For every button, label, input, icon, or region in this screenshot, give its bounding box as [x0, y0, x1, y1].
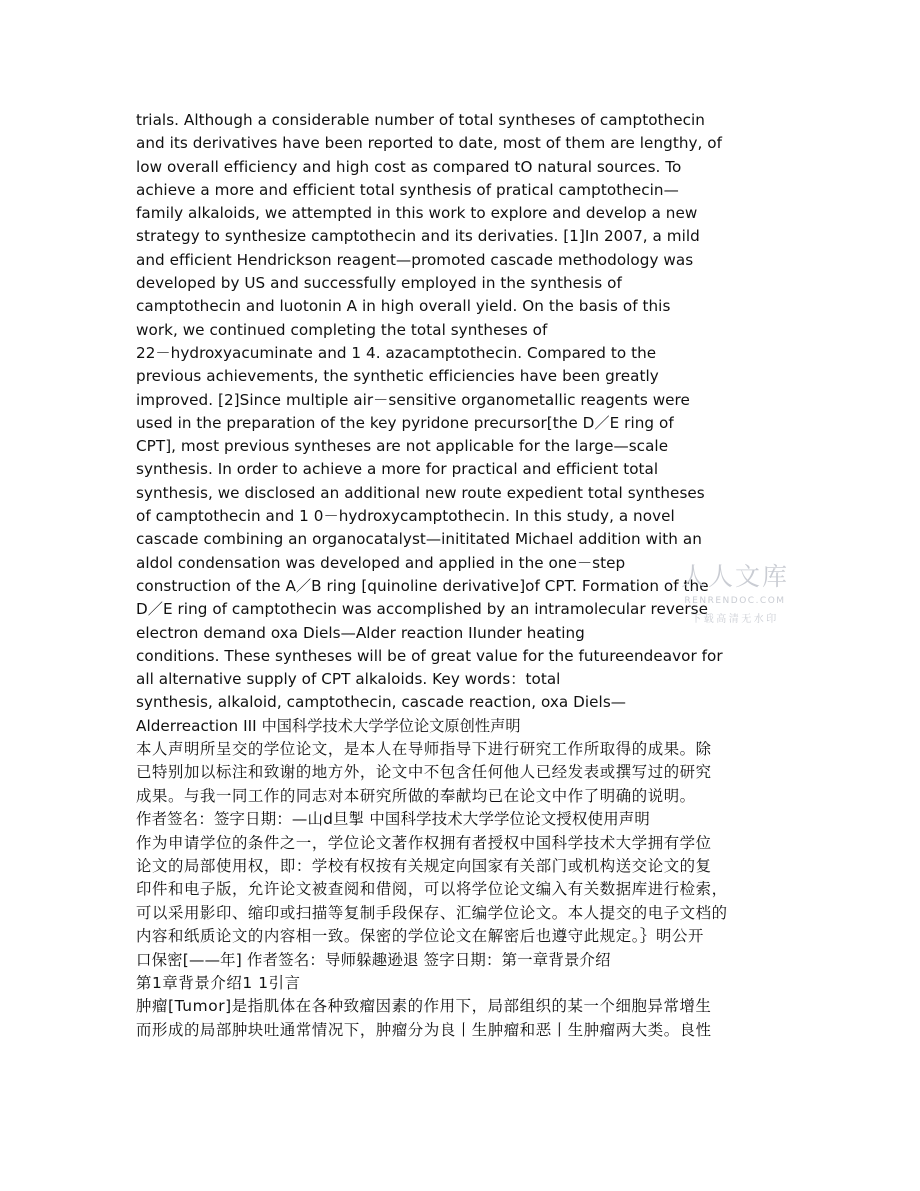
- chapter-heading: 第1章背景介绍1 1引言: [136, 973, 301, 992]
- text-line: all alternative supply of CPT alkaloids. Key words：total: [136, 670, 561, 689]
- text-line: of camptothecin and 1 0－hydroxycamptothecin. In this study, a novel: [136, 507, 675, 526]
- text-line: aldol condensation was developed and applied in the one－step: [136, 553, 626, 572]
- text-line: low overall efficiency and high cost as compared tO natural sources. To: [136, 157, 682, 176]
- signature-line: 作者签名：签字日期：—山d旦掣 中国科学技术大学学位论文授权使用声明: [136, 810, 650, 829]
- body-text: [136, 109, 796, 1042]
- text-line: synthesis. In order to achieve a more for practical and efficient total: [136, 460, 659, 479]
- text-line: 而形成的局部肿块吐通常情况下，肿瘤分为良丨生肿瘤和恶丨生肿瘤两大类。良性: [136, 1020, 712, 1039]
- section-heading: Alderreaction III 中国科学技术大学学位论文原创性声明: [136, 716, 521, 735]
- watermark-slogan: 下载高清无水印: [691, 614, 779, 625]
- signature-line: 口保密[——年] 作者签名：导师躲趣逊退 签字日期：第一章背景介绍: [136, 950, 611, 969]
- text-line: 22－hydroxyacuminate and 1 4. azacamptothecin. Compared to the: [136, 343, 657, 362]
- text-line: work, we continued completing the total syntheses of: [136, 320, 548, 339]
- text-line: previous achievements, the synthetic efficiencies have been greatly: [136, 367, 659, 386]
- text-line: used in the preparation of the key pyridone precursor[the D／E ring of: [136, 413, 674, 432]
- text-line: 可以采用影印、缩印或扫描等复制手段保存、汇编学位论文。本人提交的电子文档的: [136, 903, 728, 922]
- text-line: improved. [2]Since multiple air－sensitive organometallic reagents were: [136, 390, 690, 409]
- text-line: and efficient Hendrickson reagent—promoted cascade methodology was: [136, 250, 694, 269]
- text-line: 肿瘤[Tumor]是指肌体在各种致瘤因素的作用下，局部组织的某一个细胞异常增生: [136, 997, 712, 1016]
- text-line: achieve a more and efficient total synthesis of pratical camptothecin—: [136, 180, 679, 199]
- text-line: construction of the A／B ring [quinoline derivative]of CPT. Formation of the: [136, 576, 709, 595]
- text-line: trials. Although a considerable number of total syntheses of camptothecin: [136, 111, 705, 129]
- watermark-title: 人人文库: [680, 562, 789, 591]
- text-line: 作为申请学位的条件之一，学位论文著作权拥有者授权中国科学技术大学拥有学位: [136, 833, 712, 852]
- text-line: 论文的局部使用权，即：学校有权按有关规定向国家有关部门或机构送交论文的复: [136, 856, 712, 875]
- text-line: 印件和电子版，允许论文被查阅和借阅，可以将学位论文编入有关数据库进行检索，: [136, 880, 728, 899]
- text-line: synthesis, alkaloid, camptothecin, cascade reaction, oxa Diels—: [136, 693, 627, 712]
- text-line: synthesis, we disclosed an additional new route expedient total syntheses: [136, 483, 705, 502]
- text-line: strategy to synthesize camptothecin and its derivaties. [1]In 2007, a mild: [136, 227, 700, 246]
- text-line: family alkaloids, we attempted in this work to explore and develop a new: [136, 204, 698, 223]
- text-line: conditions. These syntheses will be of great value for the futureendeavor for: [136, 646, 723, 665]
- text-line: 本人声明所呈交的学位论文，是本人在导师指导下进行研究工作所取得的成果。除: [136, 740, 712, 759]
- text-line: and its derivatives have been reported to date, most of them are lengthy, of: [136, 134, 723, 153]
- text-line: camptothecin and luotonin A in high overall yield. On the basis of this: [136, 297, 671, 316]
- text-line: developed by US and successfully employed in the synthesis of: [136, 274, 622, 293]
- text-line: 成果。与我一同工作的同志对本研究所做的奉献均已在论文中作了明确的说明。: [136, 786, 696, 805]
- text-line: CPT], most previous syntheses are not applicable for the large—scale: [136, 437, 669, 456]
- text-line: D／E ring of camptothecin was accomplished by an intramolecular reverse: [136, 600, 708, 619]
- text-line: 已特别加以标注和致谢的地方外，论文中不包含任何他人已经发表或撰写过的研究: [136, 763, 712, 782]
- text-line: cascade combining an organocatalyst—inititated Michael addition with an: [136, 530, 702, 549]
- text-line: 内容和纸质论文的内容相一致。保密的学位论文在解密后也遵守此规定。｝明公开: [136, 927, 704, 946]
- watermark-domain: RENRENDOC.COM: [684, 596, 786, 606]
- text-line: electron demand oxa Diels—Alder reaction IIunder heating: [136, 623, 585, 642]
